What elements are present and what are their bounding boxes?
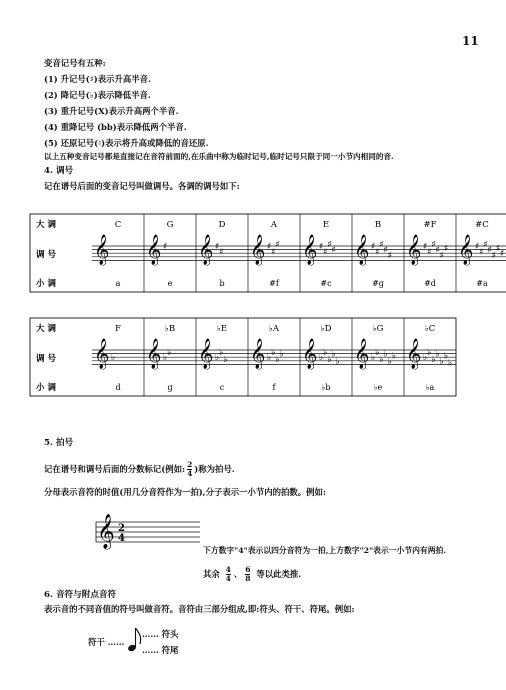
row-label-signature: 调 号	[36, 354, 56, 364]
major-key-label: ♭D	[320, 324, 332, 334]
flat-sign-icon: ♭	[435, 349, 440, 360]
sharp-sign-icon: ♯	[423, 242, 428, 252]
sharp-sign-icon: ♯	[387, 251, 393, 261]
major-key-label: #C	[475, 220, 489, 230]
accidentals-note: 以上五种变音记号都是直接记在音符前面的,在乐曲中称为临时记号,临时记号只限于同一小节内相同的音.	[44, 152, 394, 161]
treble-clef-icon: 𝄞	[94, 235, 110, 265]
major-key-label: A	[270, 220, 278, 230]
treble-clef-icon: 𝄞	[458, 235, 474, 265]
time-sig-numerator: 2	[118, 523, 125, 534]
treble-clef-icon: 𝄞	[302, 235, 318, 265]
treble-clef-icon: 𝄞	[354, 235, 370, 265]
sharp-sign-icon: ♯	[427, 247, 432, 258]
major-key-label: C	[114, 220, 122, 230]
time-section-text	[44, 461, 235, 478]
sharp-sign-icon: ♯	[443, 243, 449, 254]
row-label-major: 大 调	[36, 220, 56, 230]
major-key-label: ♭G	[372, 324, 384, 334]
note-section-heading: 6. 音符与附点音符	[44, 590, 117, 600]
minor-key-label: #g	[372, 279, 384, 288]
minor-key-label: a	[115, 279, 121, 288]
flat-sign-icon: ♭	[423, 353, 428, 364]
major-key-label: B	[374, 220, 382, 230]
flat-sign-icon: ♭	[335, 356, 340, 367]
row-label-minor: 小 调	[36, 383, 56, 393]
label-flag: …… 符尾	[142, 645, 179, 655]
example-den: 4	[187, 469, 193, 478]
sharp-sign-icon: ♯	[275, 240, 280, 251]
sharp-sign-icon: ♯	[431, 240, 436, 251]
explain2-pre: 其余	[203, 569, 220, 579]
sharp-keys-table	[30, 214, 506, 292]
sharp-sign-icon: ♯	[475, 242, 480, 252]
minor-key-label: #d	[424, 279, 436, 288]
sharp-sign-icon: ♯	[483, 240, 488, 251]
note-flag	[136, 628, 141, 644]
flat-sign-icon: ♭	[267, 353, 272, 364]
minor-key-label: g	[167, 383, 173, 392]
flat-sign-icon: ♭	[279, 349, 284, 360]
flat-sign-icon: ♭	[319, 353, 324, 364]
treble-clef-icon: 𝄞	[198, 235, 214, 265]
time-text-post: )称为拍号.	[194, 464, 235, 474]
treble-clef-icon: 𝄞	[97, 514, 115, 549]
sharp-sign-icon: ♯	[495, 243, 501, 254]
sharp-sign-icon: ♯	[371, 242, 376, 252]
major-key-label: G	[166, 220, 174, 230]
fraction-6-8	[245, 566, 250, 583]
time-sig-denominator: 4	[118, 533, 125, 544]
flat-sign-icon: ♭	[111, 353, 116, 364]
minor-key-label: f	[272, 383, 276, 392]
sharp-sign-icon: ♯	[323, 247, 328, 258]
treble-clef-icon: 𝄞	[302, 339, 318, 369]
time-section-desc: 分母表示音符的时值(用几分音符作为一拍),分子表示一小节内的拍数。例如:	[44, 487, 326, 497]
sharp-sign-icon: ♯	[271, 247, 276, 258]
example-num: 2	[187, 460, 193, 469]
note-section-text: 表示音的不同音值的符号叫做音符。音符由三部分组成,即:符头、符干、符尾。例如:	[44, 604, 355, 614]
accidental-item-1: (1) 升记号(♯)表示升高半音.	[44, 74, 151, 84]
flat-sign-icon: ♭	[219, 347, 224, 358]
row-label-major: 大 调	[36, 324, 56, 334]
page-number: 11	[462, 34, 479, 48]
f1-den: 4	[225, 574, 231, 583]
sharp-sign-icon: ♯	[379, 240, 384, 251]
flat-sign-icon: ♭	[223, 355, 228, 365]
treble-clef-icon: 𝄞	[406, 235, 422, 265]
major-key-label: #F	[423, 220, 437, 230]
major-key-label: ♭C	[424, 324, 436, 334]
minor-key-label: d	[115, 383, 121, 392]
time-section-heading: 5. 拍号	[44, 438, 74, 448]
major-key-label: D	[218, 220, 226, 230]
f2-num: 6	[245, 565, 251, 574]
row-label-minor: 小 调	[36, 279, 56, 289]
sharp-sign-icon: ♯	[500, 249, 505, 260]
minor-key-label: #c	[320, 279, 332, 288]
sharp-sign-icon: ♯	[219, 247, 224, 258]
major-key-label: ♭E	[216, 324, 228, 334]
flat-sign-icon: ♭	[375, 347, 380, 358]
treble-clef-icon: 𝄞	[250, 235, 266, 265]
flat-sign-icon: ♭	[167, 347, 172, 358]
major-key-label: ♭B	[164, 324, 176, 334]
minor-key-label: e	[167, 279, 173, 288]
time-signature-staff	[96, 514, 200, 550]
treble-clef-icon: 𝄞	[354, 339, 370, 369]
flat-sign-icon: ♭	[443, 351, 449, 362]
minor-key-label: #f	[269, 279, 279, 288]
time-explain-1: 下方数字"4"表示以四分音符为一拍,上方数字"2"表示一小节内有两拍.	[203, 546, 447, 555]
label-head: …… 符头	[142, 629, 179, 639]
f1-num: 4	[225, 565, 231, 574]
flat-sign-icon: ♭	[391, 351, 397, 362]
sharp-sign-icon: ♯	[383, 245, 388, 256]
f2-den: 8	[245, 574, 251, 583]
flat-sign-icon: ♭	[383, 349, 388, 360]
time-explain-2: 其余 $\frac{4}{4}$ 、 $\frac{6}{8}$ 等以此类推.	[203, 565, 302, 583]
treble-clef-icon: 𝄞	[146, 339, 162, 369]
flat-sign-icon: ♭	[439, 356, 444, 367]
flat-sign-icon: ♭	[371, 353, 376, 364]
flat-sign-icon: ♭	[448, 358, 453, 369]
major-key-label: F	[115, 324, 121, 334]
sharp-sign-icon: ♯	[331, 245, 336, 256]
accidental-item-2: (2) 降记号(♭)表示降低半音.	[44, 90, 151, 100]
flat-sign-icon: ♭	[327, 355, 332, 365]
accidental-item-5: (5) 还原记号(♮)表示将升高或降低的音还原.	[44, 138, 209, 148]
accidental-item-3: (3) 重升记号(X)表示升高两个半音.	[44, 106, 179, 116]
sharp-sign-icon: ♯	[491, 251, 497, 261]
minor-key-label: b	[219, 279, 225, 288]
accidental-item-4: (4) 重降记号 (bb)表示降低两个半音.	[44, 122, 187, 132]
sharp-sign-icon: ♯	[375, 247, 380, 258]
label-stem: 符干 ……	[88, 637, 125, 647]
treble-clef-icon: 𝄞	[250, 339, 266, 369]
flat-sign-icon: ♭	[379, 355, 384, 365]
flat-sign-icon: ♭	[323, 347, 328, 358]
row-label-signature: 调 号	[36, 250, 56, 260]
sharp-sign-icon: ♯	[319, 242, 324, 252]
explain2-post: 等以此类推.	[256, 569, 302, 579]
sharp-sign-icon: ♯	[163, 242, 168, 252]
minor-key-label: #a	[476, 279, 488, 288]
major-key-label: E	[322, 220, 330, 230]
flat-sign-icon: ♭	[387, 356, 392, 367]
flat-keys-table	[30, 318, 456, 396]
flat-sign-icon: ♭	[431, 355, 436, 365]
accidentals-intro: 变音记号有五种:	[44, 58, 106, 68]
minor-key-label: c	[219, 383, 225, 392]
flat-sign-icon: ♭	[427, 347, 432, 358]
time-text-pre: 记在谱号和调号后面的分数标记(例如:	[44, 464, 186, 474]
sharp-sign-icon: ♯	[327, 240, 332, 251]
treble-clef-icon: 𝄞	[198, 339, 214, 369]
key-section-heading: 4. 调号	[44, 166, 74, 176]
flat-sign-icon: ♭	[271, 347, 276, 358]
minor-key-label: ♭e	[373, 383, 383, 392]
time-example-fraction	[187, 461, 192, 478]
sharp-sign-icon: ♯	[487, 245, 492, 256]
flat-sign-icon: ♭	[163, 353, 168, 364]
sharp-sign-icon: ♯	[215, 242, 220, 252]
treble-clef-icon: 𝄞	[146, 235, 162, 265]
major-key-label: ♭A	[268, 324, 280, 334]
minor-key-label: ♭a	[425, 383, 435, 392]
minor-key-label: ♭b	[321, 383, 331, 392]
sharp-sign-icon: ♯	[479, 247, 484, 258]
sharp-sign-icon: ♯	[267, 242, 272, 252]
sharp-sign-icon: ♯	[435, 245, 440, 256]
key-section-text: 记在谱号后面的变音记号叫做调号。各调的调号如下:	[44, 181, 240, 191]
flat-sign-icon: ♭	[215, 353, 220, 364]
fraction-4-4	[226, 566, 231, 583]
sharp-sign-icon: ♯	[439, 251, 445, 261]
flat-sign-icon: ♭	[275, 355, 280, 365]
treble-clef-icon: 𝄞	[94, 339, 110, 369]
flat-sign-icon: ♭	[331, 349, 336, 360]
note-example	[127, 628, 140, 652]
treble-clef-icon: 𝄞	[406, 339, 422, 369]
